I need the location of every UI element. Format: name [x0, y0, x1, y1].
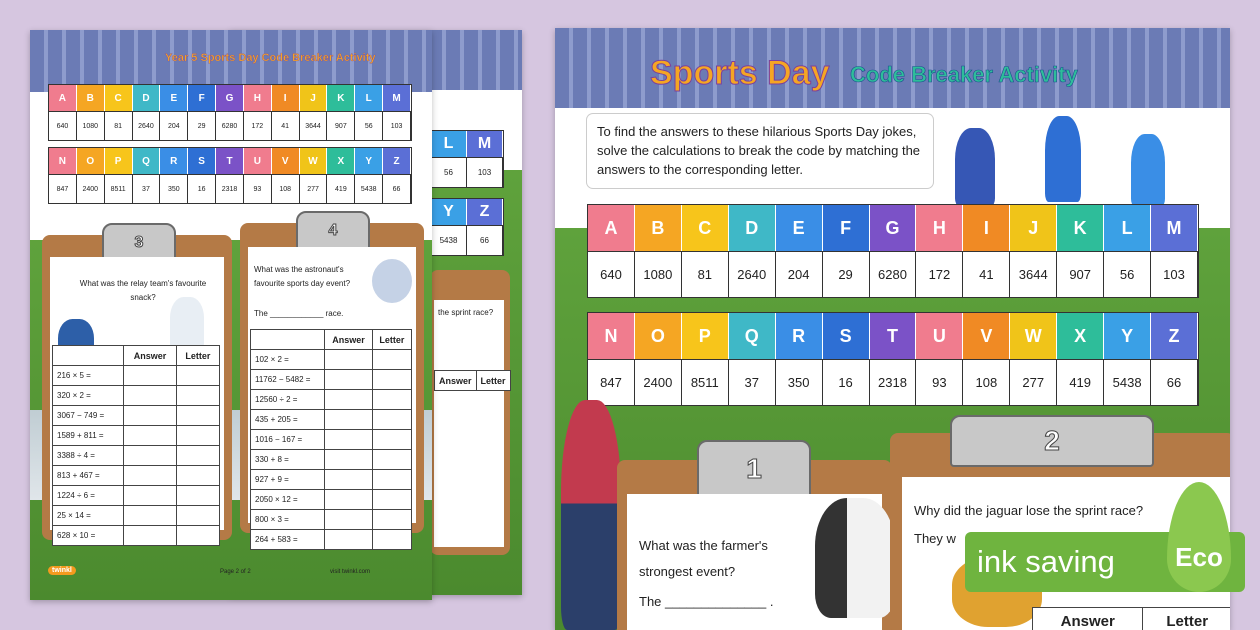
code-letter: F	[188, 85, 216, 111]
back-question: the sprint race?	[438, 308, 494, 317]
code-number: 907	[327, 111, 355, 140]
answer-cell[interactable]	[124, 506, 177, 526]
letter-cell[interactable]	[176, 426, 219, 446]
answer-cell[interactable]	[325, 510, 373, 530]
answer-cell[interactable]	[124, 486, 177, 506]
twinkl-logo: twinkl	[48, 566, 76, 575]
runners-illustration	[955, 128, 995, 206]
answer-header: Answer	[124, 346, 177, 366]
code-number: 108	[272, 174, 300, 203]
code-number: 2318	[870, 359, 917, 405]
clipboard-4	[240, 222, 424, 544]
code-number: 66	[467, 225, 503, 255]
letter-header: Letter	[372, 330, 411, 350]
table-row	[251, 410, 412, 430]
answer-cell[interactable]	[124, 386, 177, 406]
answer-table	[1032, 607, 1230, 630]
letter-cell[interactable]	[372, 370, 411, 390]
answer-cell[interactable]	[325, 450, 373, 470]
calculation: 800 × 3 =	[251, 510, 325, 530]
letter-cell[interactable]	[176, 506, 219, 526]
code-letter: M	[383, 85, 411, 111]
answer-cell[interactable]	[325, 470, 373, 490]
table-row	[251, 470, 412, 490]
code-letter: Z	[383, 148, 411, 174]
title-code-breaker: Code Breaker Activity	[850, 62, 1078, 87]
code-number: 640	[49, 111, 77, 140]
instruction-box	[587, 114, 933, 188]
answer-cell[interactable]	[124, 366, 177, 386]
code-letter: P	[682, 313, 729, 359]
code-number: 2318	[216, 174, 244, 203]
code-letter: K	[1057, 205, 1104, 251]
calculation: 25 × 14 =	[53, 506, 124, 526]
code-number: 172	[244, 111, 272, 140]
code-letter: W	[1010, 313, 1057, 359]
clip-number-1: 1	[697, 440, 811, 498]
calculation: 11762 − 5482 =	[251, 370, 325, 390]
code-letter: C	[682, 205, 729, 251]
code-letter: D	[133, 85, 161, 111]
answer-cell[interactable]	[124, 426, 177, 446]
code-letter: R	[776, 313, 823, 359]
calculation: 813 + 467 =	[53, 466, 124, 486]
table-row	[53, 486, 220, 506]
table-row	[53, 446, 220, 466]
calculation: 628 × 10 =	[53, 526, 124, 546]
code-number: 41	[963, 251, 1010, 297]
code-letter: L	[1104, 205, 1151, 251]
table-row	[251, 450, 412, 470]
code-number: 204	[160, 111, 188, 140]
calc-header	[53, 346, 124, 366]
letter-cell[interactable]	[372, 470, 411, 490]
code-letter: E	[776, 205, 823, 251]
code-letter: M	[1151, 205, 1198, 251]
code-number: 16	[188, 174, 216, 203]
code-letter: V	[272, 148, 300, 174]
answer-cell[interactable]	[325, 350, 373, 370]
code-letter: V	[963, 313, 1010, 359]
code-letter: Q	[729, 313, 776, 359]
worksheet-title: Year 5 Sports Day Code Breaker Activity	[165, 52, 376, 64]
code-number: 5438	[1104, 359, 1151, 405]
answer-cell[interactable]	[124, 406, 177, 426]
answer-cell[interactable]	[325, 390, 373, 410]
calculation: 1589 + 811 =	[53, 426, 124, 446]
code-letter: D	[729, 205, 776, 251]
code-grid-a-m	[48, 84, 412, 141]
code-number: 8511	[682, 359, 729, 405]
calculation: 102 × 2 =	[251, 350, 325, 370]
question-line-2: They w	[914, 531, 956, 546]
answer-header: Answer	[435, 371, 477, 391]
code-letter: H	[244, 85, 272, 111]
code-number: 640	[588, 251, 635, 297]
answer-cell[interactable]	[325, 490, 373, 510]
code-number: 5438	[431, 225, 467, 255]
code-letter: K	[327, 85, 355, 111]
answer-header: Answer	[1033, 608, 1143, 630]
code-number: 2640	[729, 251, 776, 297]
code-number: 103	[467, 157, 503, 187]
question-text: Why did the jaguar lose the sprint race?	[914, 503, 1144, 518]
letter-cell[interactable]	[176, 366, 219, 386]
calculation: 1016 − 167 =	[251, 430, 325, 450]
code-grid-a-m	[587, 204, 1199, 298]
answer-cell[interactable]	[124, 466, 177, 486]
question-line-2: strongest event?	[639, 564, 736, 579]
table-row	[251, 510, 412, 530]
code-number: 66	[383, 174, 411, 203]
table-row	[53, 506, 220, 526]
relay-runner-illustration	[170, 297, 204, 349]
code-letter: I	[963, 205, 1010, 251]
code-number: 6280	[870, 251, 917, 297]
clip-number-4: 4	[296, 211, 370, 251]
table-row	[53, 426, 220, 446]
letter-cell[interactable]	[372, 430, 411, 450]
code-letter: A	[49, 85, 77, 111]
code-letter: O	[77, 148, 105, 174]
code-number: 103	[1151, 251, 1198, 297]
code-number: 6280	[216, 111, 244, 140]
code-letter: Q	[133, 148, 161, 174]
code-number: 8511	[105, 174, 133, 203]
letter-cell[interactable]	[176, 406, 219, 426]
code-letter: I	[272, 85, 300, 111]
cow-illustration	[815, 498, 895, 618]
fill-in-blank: The ______________ .	[639, 594, 774, 609]
letter-header: Letter	[176, 346, 219, 366]
code-letter: W	[300, 148, 328, 174]
code-number: 1080	[635, 251, 682, 297]
code-letter: B	[635, 205, 682, 251]
calculation: 12560 ÷ 2 =	[251, 390, 325, 410]
code-number: 350	[160, 174, 188, 203]
code-letter: Z	[467, 199, 503, 225]
code-letter: L	[355, 85, 383, 111]
calculation: 1224 ÷ 6 =	[53, 486, 124, 506]
code-letter: S	[188, 148, 216, 174]
code-letter: E	[160, 85, 188, 111]
code-letter: T	[216, 148, 244, 174]
letter-cell[interactable]	[176, 526, 219, 546]
code-number: 2400	[77, 174, 105, 203]
question-line-1: What was the farmer's	[639, 538, 768, 553]
code-number: 29	[188, 111, 216, 140]
answer-cell[interactable]	[325, 430, 373, 450]
code-number: 56	[355, 111, 383, 140]
code-grid-n-z	[48, 147, 412, 204]
letter-cell[interactable]	[176, 446, 219, 466]
letter-cell[interactable]	[176, 386, 219, 406]
code-number: 3644	[300, 111, 328, 140]
answer-cell[interactable]	[325, 410, 373, 430]
footer-url: visit twinkl.com	[330, 569, 371, 575]
letter-header: Letter	[476, 371, 510, 391]
code-number: 103	[383, 111, 411, 140]
code-letter: G	[216, 85, 244, 111]
letter-cell[interactable]	[372, 410, 411, 430]
ink-saving-badge	[965, 532, 1245, 592]
code-number: 93	[244, 174, 272, 203]
code-number: 29	[823, 251, 870, 297]
code-letter: U	[916, 313, 963, 359]
answer-cell[interactable]	[325, 370, 373, 390]
code-number: 56	[431, 157, 467, 187]
eco-label: Eco	[1175, 541, 1223, 572]
code-number: 204	[776, 251, 823, 297]
answer-cell[interactable]	[325, 530, 373, 550]
letter-cell[interactable]	[372, 490, 411, 510]
calculation: 2050 × 12 =	[251, 490, 325, 510]
table-row	[53, 526, 220, 546]
code-letter: L	[431, 131, 467, 157]
code-letter: A	[588, 205, 635, 251]
code-number: 37	[133, 174, 161, 203]
back-code-grid-bottom	[430, 198, 504, 256]
clipboard-3	[42, 235, 232, 540]
question-text: What was the astronaut's favourite sports day event?	[254, 265, 351, 288]
code-letter: C	[105, 85, 133, 111]
code-letter: S	[823, 313, 870, 359]
table-row	[251, 350, 412, 370]
code-number: 2400	[635, 359, 682, 405]
code-letter: X	[1057, 313, 1104, 359]
calc-header	[251, 330, 325, 350]
title-sports-day: Sports Day	[650, 54, 830, 92]
code-number: 41	[272, 111, 300, 140]
code-number: 108	[963, 359, 1010, 405]
code-number: 1080	[77, 111, 105, 140]
code-number: 3644	[1010, 251, 1057, 297]
code-letter: N	[588, 313, 635, 359]
code-number: 172	[916, 251, 963, 297]
astronaut-illustration	[372, 259, 412, 303]
page-number: Page 2 of 2	[220, 569, 251, 575]
code-letter: F	[823, 205, 870, 251]
code-letter: J	[300, 85, 328, 111]
code-number: 350	[776, 359, 823, 405]
table-row	[53, 366, 220, 386]
calculation: 216 × 5 =	[53, 366, 124, 386]
answer-table	[250, 329, 412, 550]
code-number: 907	[1057, 251, 1104, 297]
calculation: 435 + 205 =	[251, 410, 325, 430]
answer-header: Answer	[325, 330, 373, 350]
farmer-illustration	[561, 400, 621, 630]
calculation: 3067 − 749 =	[53, 406, 124, 426]
letter-cell[interactable]	[372, 530, 411, 550]
calculation: 264 + 583 =	[251, 530, 325, 550]
code-grid-n-z	[587, 312, 1199, 406]
code-letter: Z	[1151, 313, 1198, 359]
code-number: 419	[327, 174, 355, 203]
table-row	[251, 430, 412, 450]
code-letter: O	[635, 313, 682, 359]
letter-cell[interactable]	[372, 390, 411, 410]
runners-illustration	[1131, 134, 1165, 206]
code-number: 847	[588, 359, 635, 405]
calculation: 330 + 8 =	[251, 450, 325, 470]
code-number: 81	[682, 251, 729, 297]
clip-number-3: 3	[102, 223, 176, 263]
letter-cell[interactable]	[372, 350, 411, 370]
question-text: What was the relay team's favourite snack?	[79, 279, 207, 302]
code-number: 37	[729, 359, 776, 405]
code-letter: U	[244, 148, 272, 174]
table-row	[251, 370, 412, 390]
table-row	[251, 390, 412, 410]
answer-cell[interactable]	[124, 446, 177, 466]
code-letter: M	[467, 131, 503, 157]
ink-saving-label: ink saving	[977, 544, 1115, 579]
calculation: 3388 ÷ 4 =	[53, 446, 124, 466]
code-number: 419	[1057, 359, 1104, 405]
fill-in-blank: The ____________ race.	[254, 309, 344, 318]
table-row	[53, 386, 220, 406]
code-letter: G	[870, 205, 917, 251]
code-letter: X	[327, 148, 355, 174]
code-letter: P	[105, 148, 133, 174]
letter-header: Letter	[1143, 608, 1230, 630]
code-number: 16	[823, 359, 870, 405]
instruction-text: To find the answers to these hilarious Sports Day jokes, solve the calculations to break the code by matching the answers to the corresponding letter.	[597, 124, 921, 177]
letter-cell[interactable]	[176, 466, 219, 486]
runners-illustration	[1045, 116, 1081, 202]
calculation: 320 × 2 =	[53, 386, 124, 406]
code-number: 5438	[355, 174, 383, 203]
answer-cell[interactable]	[124, 526, 177, 546]
code-number: 66	[1151, 359, 1198, 405]
answer-table	[52, 345, 220, 546]
code-number: 81	[105, 111, 133, 140]
letter-cell[interactable]	[372, 510, 411, 530]
letter-cell[interactable]	[176, 486, 219, 506]
code-letter: Y	[1104, 313, 1151, 359]
table-row	[251, 530, 412, 550]
code-letter: Y	[355, 148, 383, 174]
code-letter: B	[77, 85, 105, 111]
code-number: 56	[1104, 251, 1151, 297]
code-number: 2640	[133, 111, 161, 140]
front-worksheet-page	[30, 30, 432, 600]
back-code-grid-top	[430, 130, 504, 188]
table-row	[53, 466, 220, 486]
code-letter: T	[870, 313, 917, 359]
code-letter: Y	[431, 199, 467, 225]
code-letter: H	[916, 205, 963, 251]
calculation: 927 + 9 =	[251, 470, 325, 490]
code-number: 277	[1010, 359, 1057, 405]
clip-number-2: 2	[950, 415, 1154, 467]
code-number: 93	[916, 359, 963, 405]
table-row	[251, 490, 412, 510]
code-letter: R	[160, 148, 188, 174]
table-row	[53, 406, 220, 426]
code-number: 847	[49, 174, 77, 203]
back-clipboard	[430, 270, 510, 555]
letter-cell[interactable]	[372, 450, 411, 470]
code-letter: N	[49, 148, 77, 174]
code-letter: J	[1010, 205, 1057, 251]
code-number: 277	[300, 174, 328, 203]
